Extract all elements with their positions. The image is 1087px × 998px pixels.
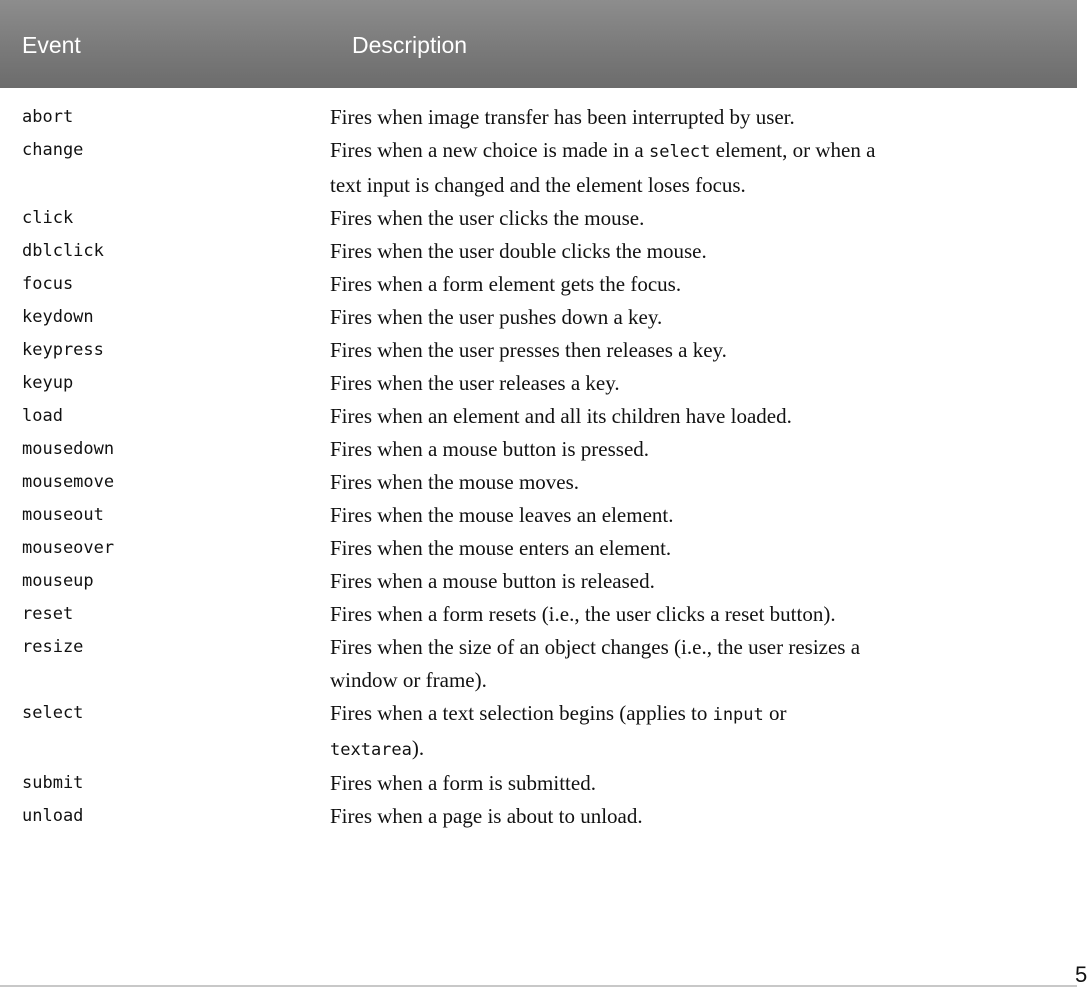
- description-text: or: [763, 701, 787, 725]
- description-text: text input is changed and the element loses focus.: [330, 173, 746, 197]
- event-description: [330, 301, 1060, 334]
- event-name: mousemove: [22, 472, 115, 492]
- event-description: [330, 334, 1060, 367]
- description-text: Fires when the mouse moves.: [330, 470, 580, 494]
- description-text: Fires when a mouse button is released.: [330, 569, 655, 593]
- description-text: Fires when an element and all its children have loaded.: [330, 404, 792, 428]
- event-name: submit: [22, 773, 84, 793]
- description-text: Fires when a mouse button is pressed.: [330, 437, 650, 461]
- table-row: [0, 400, 1077, 433]
- table-row: [0, 202, 1077, 235]
- event-description: [330, 800, 1060, 833]
- table-row: [0, 697, 1077, 767]
- event-name: keydown: [22, 307, 94, 327]
- event-name: focus: [22, 274, 74, 294]
- event-name: keyup: [22, 373, 74, 393]
- event-description: [330, 202, 1060, 235]
- event-name: reset: [22, 604, 74, 624]
- description-text: Fires when the mouse leaves an element.: [330, 503, 674, 527]
- table-row: [0, 800, 1077, 833]
- event-description: [330, 631, 1060, 697]
- code-term: input: [712, 705, 764, 725]
- description-text: element, or when a: [710, 138, 876, 162]
- code-term: select: [648, 142, 711, 162]
- event-name: mouseover: [22, 538, 115, 558]
- description-text: Fires when the user double clicks the mouse.: [330, 239, 707, 263]
- event-name: mouseup: [22, 571, 94, 591]
- description-text: Fires when the size of an object changes (i.e., the user resizes a: [330, 635, 861, 659]
- table-row: [0, 433, 1077, 466]
- description-text: Fires when a page is about to unload.: [330, 804, 643, 828]
- event-description: [330, 400, 1060, 433]
- table-row: [0, 598, 1077, 631]
- event-description: [330, 101, 1060, 134]
- table-row: [0, 466, 1077, 499]
- event-description: [330, 134, 1060, 202]
- description-text: Fires when the user clicks the mouse.: [330, 206, 645, 230]
- table-row: [0, 565, 1077, 598]
- header-event: Event: [22, 32, 81, 58]
- event-description: [330, 532, 1060, 565]
- description-text: Fires when the mouse enters an element.: [330, 536, 672, 560]
- description-text: ).: [411, 736, 425, 760]
- description-text: window or frame).: [330, 668, 487, 692]
- event-name: select: [22, 703, 84, 723]
- event-description: [330, 499, 1060, 532]
- event-name: resize: [22, 637, 84, 657]
- event-description: [330, 268, 1060, 301]
- description-text: Fires when a new choice is made in a: [330, 138, 649, 162]
- description-text: Fires when a text selection begins (applies to: [330, 701, 713, 725]
- description-text: Fires when a form is submitted.: [330, 771, 596, 795]
- page-number: 5: [1075, 962, 1087, 987]
- description-text: Fires when the user pushes down a key.: [330, 305, 663, 329]
- table-row: [0, 499, 1077, 532]
- event-description: [330, 767, 1060, 800]
- table-row: [0, 334, 1077, 367]
- table-bottom-rule: [0, 985, 1077, 987]
- event-name: keypress: [22, 340, 104, 360]
- event-description: [330, 235, 1060, 268]
- table-row: [0, 101, 1077, 134]
- table-row: [0, 367, 1077, 400]
- event-description: [330, 697, 1060, 767]
- table-row: [0, 301, 1077, 334]
- description-text: Fires when the user releases a key.: [330, 371, 620, 395]
- event-name: unload: [22, 806, 84, 826]
- code-term: textarea: [330, 740, 412, 760]
- event-description: [330, 433, 1060, 466]
- event-name: click: [22, 208, 74, 228]
- event-description: [330, 367, 1060, 400]
- table-header: [0, 0, 1077, 88]
- table-body: [0, 101, 1077, 833]
- description-text: Fires when a form element gets the focus.: [330, 272, 682, 296]
- table-row: [0, 134, 1077, 202]
- description-text: Fires when image transfer has been interrupted by user.: [330, 105, 795, 129]
- event-name: dblclick: [22, 241, 104, 261]
- description-text: Fires when a form resets (i.e., the user clicks a reset button).: [330, 602, 836, 626]
- table-row: [0, 268, 1077, 301]
- description-text: Fires when the user presses then releases a key.: [330, 338, 727, 362]
- header-description: Description: [352, 32, 468, 58]
- event-description: [330, 598, 1060, 631]
- event-name: mousedown: [22, 439, 115, 459]
- table-row: [0, 631, 1077, 697]
- event-description: [330, 466, 1060, 499]
- event-name: load: [22, 406, 63, 426]
- event-name: mouseout: [22, 505, 104, 525]
- table-row: [0, 235, 1077, 268]
- event-name: abort: [22, 107, 74, 127]
- event-description: [330, 565, 1060, 598]
- event-name: change: [22, 140, 84, 160]
- table-row: [0, 767, 1077, 800]
- table-row: [0, 532, 1077, 565]
